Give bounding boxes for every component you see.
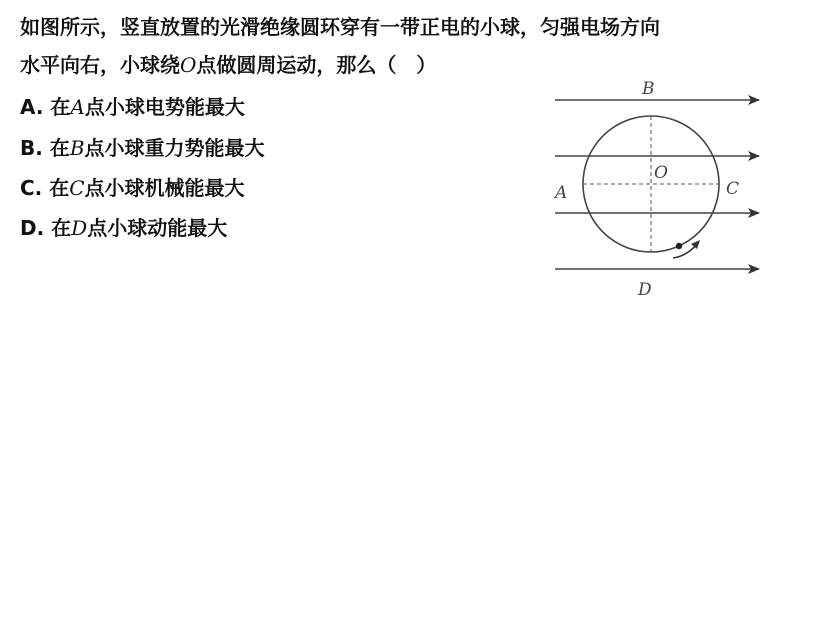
- option-a-text: 点小球电势能最大: [84, 95, 245, 119]
- option-d-prefix: D. 在: [20, 216, 72, 240]
- label-o: O: [654, 163, 668, 183]
- option-a-var: A: [70, 95, 85, 119]
- ring-field-diagram: [545, 72, 775, 302]
- option-d[interactable]: [20, 213, 227, 243]
- option-a[interactable]: [20, 92, 245, 122]
- option-a-prefix: A. 在: [20, 95, 71, 119]
- label-a: A: [555, 183, 568, 203]
- label-d: D: [638, 280, 652, 300]
- motion-arrow-head: [691, 240, 700, 249]
- option-b-text: 点小球重力势能最大: [84, 136, 265, 160]
- charged-ball: [676, 243, 682, 249]
- option-d-text: 点小球动能最大: [87, 216, 228, 240]
- question-var-o: O: [180, 53, 197, 77]
- option-b-var: B: [69, 136, 85, 160]
- option-c-text: 点小球机械能最大: [84, 176, 245, 200]
- question-line-2-pre: 水平向右，小球绕: [20, 53, 180, 77]
- option-d-var: D: [71, 216, 88, 240]
- label-c: C: [726, 179, 740, 199]
- question-line-1: 如图所示，竖直放置的光滑绝缘圆环穿有一带正电的小球，匀强电场方向: [20, 15, 660, 39]
- option-b-prefix: B. 在: [20, 136, 70, 160]
- question-line-2-post: 点做圆周运动，那么（ ）: [196, 53, 437, 77]
- option-b[interactable]: [20, 133, 265, 163]
- label-b: B: [642, 79, 655, 99]
- option-c-var: C: [69, 176, 85, 200]
- option-c[interactable]: [20, 173, 245, 203]
- option-c-prefix: C. 在: [20, 176, 70, 200]
